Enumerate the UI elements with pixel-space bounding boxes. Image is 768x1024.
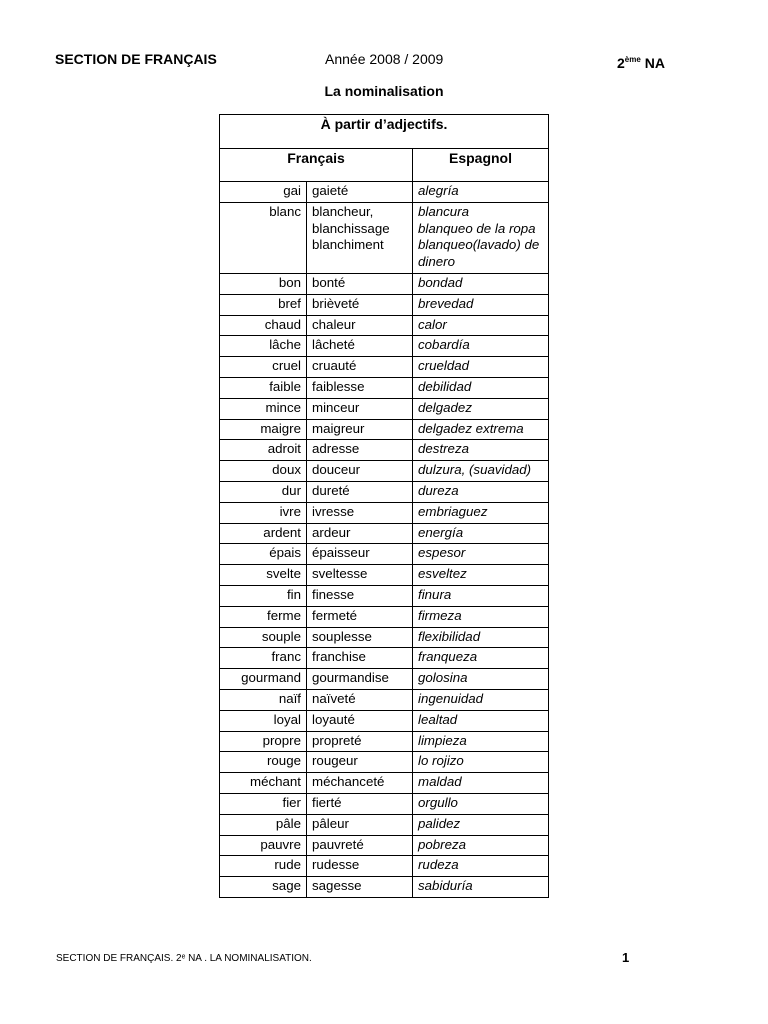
header-class — [617, 51, 665, 72]
noun-cell: loyauté — [307, 710, 413, 731]
spanish-cell: limpieza — [413, 731, 549, 752]
adjective-cell: pâle — [220, 814, 307, 835]
noun-cell: lâcheté — [307, 336, 413, 357]
noun-cell: chaleur — [307, 315, 413, 336]
header-class-number: 2 — [617, 55, 625, 71]
spanish-cell: finura — [413, 585, 549, 606]
table-row — [220, 877, 549, 898]
table-row — [220, 544, 549, 565]
spanish-cell: blancura blanqueo de la ropa blanqueo(lavado) de dinero — [413, 202, 549, 273]
adjective-cell: bref — [220, 294, 307, 315]
table-row — [220, 773, 549, 794]
table-row — [220, 336, 549, 357]
noun-cell: finesse — [307, 585, 413, 606]
noun-cell: fierté — [307, 793, 413, 814]
table-row — [220, 793, 549, 814]
table-row — [220, 294, 549, 315]
table-row — [220, 461, 549, 482]
spanish-cell: golosina — [413, 669, 549, 690]
table-body — [220, 182, 549, 898]
header-class-suffix: NA — [640, 55, 665, 71]
noun-cell: souplesse — [307, 627, 413, 648]
noun-cell: rudesse — [307, 856, 413, 877]
noun-cell: fermeté — [307, 606, 413, 627]
noun-cell: pauvreté — [307, 835, 413, 856]
noun-cell: gourmandise — [307, 669, 413, 690]
header-class-sup: ème — [624, 55, 641, 64]
adjective-cell: rude — [220, 856, 307, 877]
spanish-cell: espesor — [413, 544, 549, 565]
spanish-cell: energía — [413, 523, 549, 544]
table-row — [220, 710, 549, 731]
noun-cell: épaisseur — [307, 544, 413, 565]
spanish-cell: palidez — [413, 814, 549, 835]
table-row — [220, 502, 549, 523]
spanish-cell: rudeza — [413, 856, 549, 877]
spanish-cell: pobreza — [413, 835, 549, 856]
header-year: Année 2008 / 2009 — [325, 51, 444, 67]
spanish-cell: orgullo — [413, 793, 549, 814]
spanish-cell: delgadez extrema — [413, 419, 549, 440]
adjective-cell: gourmand — [220, 669, 307, 690]
spanish-cell: maldad — [413, 773, 549, 794]
noun-cell: gaieté — [307, 182, 413, 203]
noun-cell: méchanceté — [307, 773, 413, 794]
column-header-francais: Français — [220, 149, 413, 182]
table-row — [220, 481, 549, 502]
adjective-cell: svelte — [220, 565, 307, 586]
table-caption: À partir d’adjectifs. — [220, 115, 549, 149]
table-row — [220, 315, 549, 336]
noun-cell: blancheur, blanchissage blanchiment — [307, 202, 413, 273]
adjective-cell: fier — [220, 793, 307, 814]
adjective-cell: franc — [220, 648, 307, 669]
table-row — [220, 419, 549, 440]
column-header-espagnol: Espagnol — [413, 149, 549, 182]
adjective-cell: naïf — [220, 689, 307, 710]
table-row — [220, 440, 549, 461]
noun-cell: ivresse — [307, 502, 413, 523]
table-row — [220, 357, 549, 378]
noun-cell: dureté — [307, 481, 413, 502]
page-title — [0, 83, 768, 100]
table-row — [220, 731, 549, 752]
footer-text: SECTION DE FRANÇAIS. 2ᵉ NA . LA NOMINALISATION. — [56, 953, 312, 964]
adjective-cell: doux — [220, 461, 307, 482]
table-row — [220, 273, 549, 294]
vocabulary-table — [219, 114, 549, 898]
adjective-cell: maigre — [220, 419, 307, 440]
table-row — [220, 377, 549, 398]
table-row — [220, 202, 549, 273]
table-row — [220, 627, 549, 648]
noun-cell: faiblesse — [307, 377, 413, 398]
adjective-cell: sage — [220, 877, 307, 898]
adjective-cell: ardent — [220, 523, 307, 544]
spanish-cell: crueldad — [413, 357, 549, 378]
noun-cell: propreté — [307, 731, 413, 752]
table-row — [220, 835, 549, 856]
noun-cell: pâleur — [307, 814, 413, 835]
adjective-cell: adroit — [220, 440, 307, 461]
adjective-cell: épais — [220, 544, 307, 565]
spanish-cell: cobardía — [413, 336, 549, 357]
adjective-cell: blanc — [220, 202, 307, 273]
spanish-cell: embriaguez — [413, 502, 549, 523]
adjective-cell: bon — [220, 273, 307, 294]
noun-cell: rougeur — [307, 752, 413, 773]
adjective-cell: fin — [220, 585, 307, 606]
adjective-cell: chaud — [220, 315, 307, 336]
noun-cell: sagesse — [307, 877, 413, 898]
table-row — [220, 752, 549, 773]
table-row — [220, 398, 549, 419]
header-section: SECTION DE FRANÇAIS — [55, 51, 217, 67]
noun-cell: bonté — [307, 273, 413, 294]
spanish-cell: calor — [413, 315, 549, 336]
table-row — [220, 648, 549, 669]
table-row — [220, 669, 549, 690]
spanish-cell: franqueza — [413, 648, 549, 669]
noun-cell: adresse — [307, 440, 413, 461]
spanish-cell: ingenuidad — [413, 689, 549, 710]
noun-cell: douceur — [307, 461, 413, 482]
table-row — [220, 856, 549, 877]
table-row — [220, 606, 549, 627]
table-row — [220, 814, 549, 835]
noun-cell: ardeur — [307, 523, 413, 544]
spanish-cell: lo rojizo — [413, 752, 549, 773]
adjective-cell: gai — [220, 182, 307, 203]
table-row — [220, 182, 549, 203]
spanish-cell: destreza — [413, 440, 549, 461]
noun-cell: brièveté — [307, 294, 413, 315]
adjective-cell: pauvre — [220, 835, 307, 856]
noun-cell: sveltesse — [307, 565, 413, 586]
spanish-cell: esveltez — [413, 565, 549, 586]
adjective-cell: faible — [220, 377, 307, 398]
spanish-cell: alegría — [413, 182, 549, 203]
table-row — [220, 523, 549, 544]
adjective-cell: dur — [220, 481, 307, 502]
noun-cell: cruauté — [307, 357, 413, 378]
adjective-cell: méchant — [220, 773, 307, 794]
adjective-cell: ivre — [220, 502, 307, 523]
spanish-cell: flexibilidad — [413, 627, 549, 648]
spanish-cell: sabiduría — [413, 877, 549, 898]
spanish-cell: debilidad — [413, 377, 549, 398]
adjective-cell: mince — [220, 398, 307, 419]
adjective-cell: propre — [220, 731, 307, 752]
spanish-cell: lealtad — [413, 710, 549, 731]
spanish-cell: brevedad — [413, 294, 549, 315]
spanish-cell: bondad — [413, 273, 549, 294]
spanish-cell: firmeza — [413, 606, 549, 627]
spanish-cell: dulzura, (suavidad) — [413, 461, 549, 482]
noun-cell: minceur — [307, 398, 413, 419]
adjective-cell: loyal — [220, 710, 307, 731]
spanish-cell: delgadez — [413, 398, 549, 419]
adjective-cell: rouge — [220, 752, 307, 773]
table-row — [220, 689, 549, 710]
noun-cell: maigreur — [307, 419, 413, 440]
adjective-cell: ferme — [220, 606, 307, 627]
page-title-text: La nominalisation — [324, 83, 444, 99]
page-number: 1 — [622, 950, 630, 965]
adjective-cell: lâche — [220, 336, 307, 357]
adjective-cell: souple — [220, 627, 307, 648]
table-row — [220, 565, 549, 586]
adjective-cell: cruel — [220, 357, 307, 378]
table-row — [220, 585, 549, 606]
noun-cell: franchise — [307, 648, 413, 669]
noun-cell: naïveté — [307, 689, 413, 710]
spanish-cell: dureza — [413, 481, 549, 502]
